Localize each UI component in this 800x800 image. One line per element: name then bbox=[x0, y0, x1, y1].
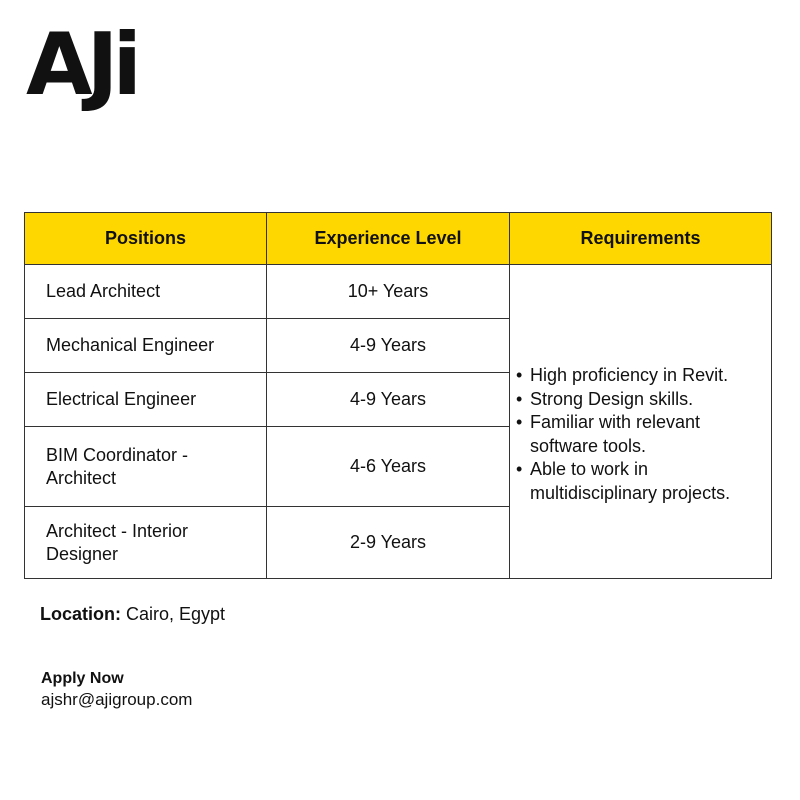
positions-table bbox=[24, 212, 772, 579]
header-requirements: Requirements bbox=[510, 213, 772, 265]
requirement-item: • Familiar with relevant software tools. bbox=[516, 411, 765, 458]
requirement-item: • Able to work in multidisciplinary projects. bbox=[516, 458, 765, 505]
experience-cell: 4-9 Years bbox=[267, 319, 510, 373]
location-label: Location: bbox=[40, 604, 121, 624]
location-value: Cairo, Egypt bbox=[126, 604, 226, 624]
position-cell: Electrical Engineer bbox=[25, 373, 267, 427]
table-header-row bbox=[25, 213, 772, 265]
position-cell: Lead Architect bbox=[25, 265, 267, 319]
company-logo: AJi bbox=[26, 15, 137, 115]
header-positions: Positions bbox=[25, 213, 267, 265]
position-cell: BIM Coordinator - Architect bbox=[25, 427, 267, 507]
requirements-cell bbox=[510, 265, 772, 579]
location-line bbox=[40, 604, 225, 625]
table-row bbox=[25, 265, 772, 319]
position-cell: Architect - Interior Designer bbox=[25, 507, 267, 579]
position-cell: Mechanical Engineer bbox=[25, 319, 267, 373]
apply-email[interactable]: ajshr@ajigroup.com bbox=[41, 690, 193, 709]
experience-cell: 2-9 Years bbox=[267, 507, 510, 579]
experience-cell: 10+ Years bbox=[267, 265, 510, 319]
experience-cell: 4-6 Years bbox=[267, 427, 510, 507]
requirement-item: • Strong Design skills. bbox=[516, 388, 765, 412]
requirements-list bbox=[516, 364, 765, 505]
header-experience-level: Experience Level bbox=[267, 213, 510, 265]
experience-cell: 4-9 Years bbox=[267, 373, 510, 427]
apply-now-heading: Apply Now bbox=[41, 670, 124, 687]
requirement-item: • High proficiency in Revit. bbox=[516, 364, 765, 388]
